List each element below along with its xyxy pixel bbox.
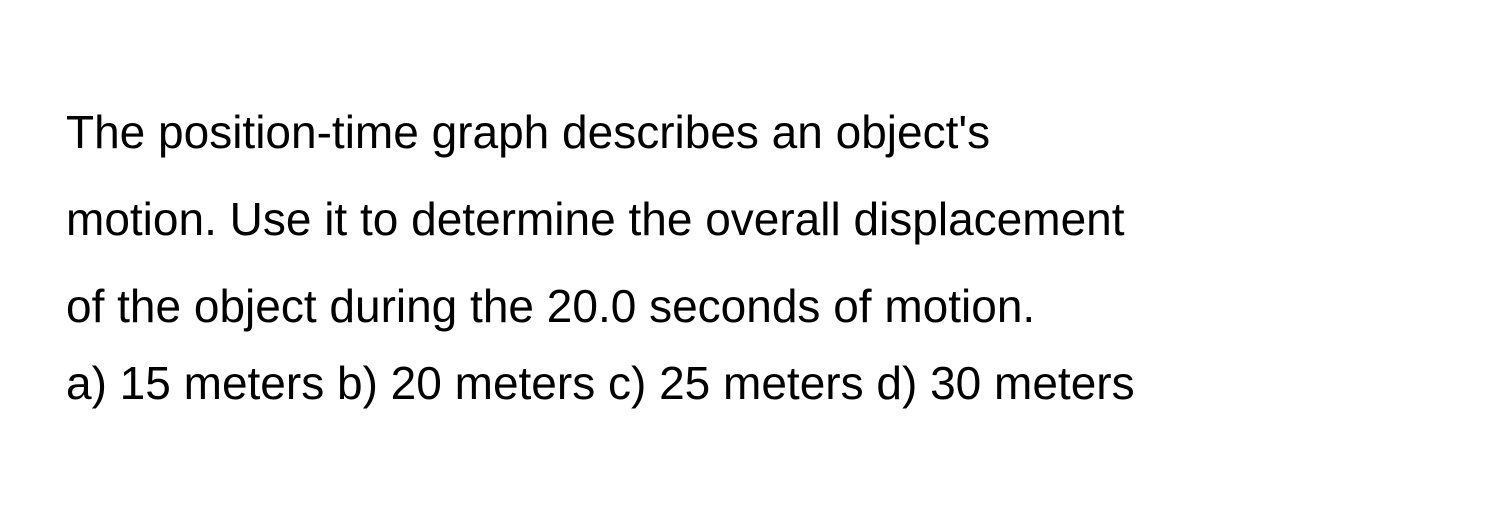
question-text-line-2: motion. Use it to determine the overall displacement bbox=[66, 193, 1125, 245]
question-block bbox=[66, 89, 1466, 437]
question-text-line-3: of the object during the 20.0 seconds of motion. bbox=[66, 280, 1036, 332]
question-text-line-1: The position-time graph describes an object's bbox=[66, 106, 991, 158]
answer-choices: a) 15 meters b) 20 meters c) 25 meters d) 30 meters bbox=[66, 357, 1135, 409]
